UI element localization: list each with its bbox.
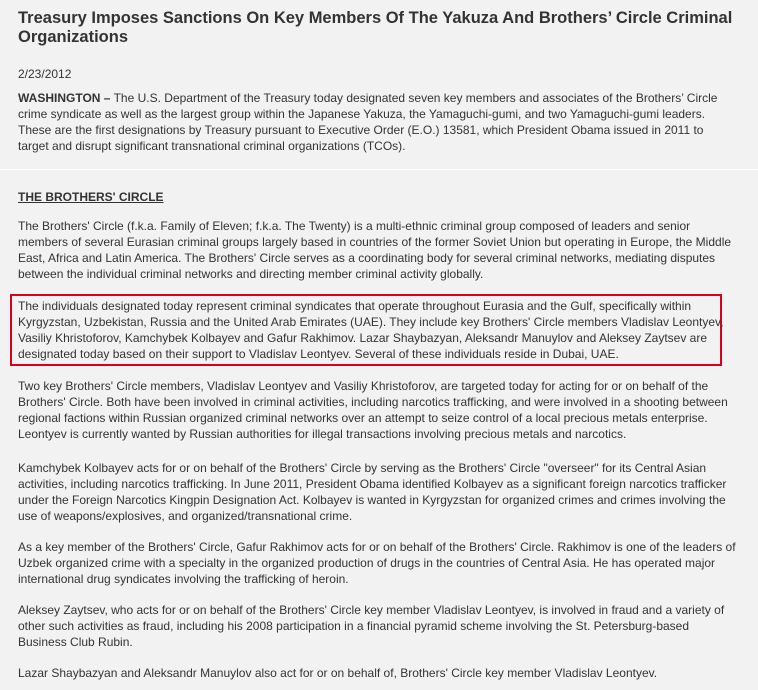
paragraph-kolbayev: Kamchybek Kolbayev acts for or on behalf of the Brothers' Circle by serving as the Brothers' Circle "overseer" for its Central Asian activities, including narcotics trafficking. In June 2011, President Obama identified Kolbayev as a significant foreign narcotics trafficker under the Foreign Narcotics Kingpin Designation Act. Kolbayev is wanted in Kyrgyzstan for organized crimes and crimes involving the use of weapons/explosives, and organized/transnational crime. xyxy=(18,461,727,523)
paragraph-zaytsev: Aleksey Zaytsev, who acts for or on behalf of the Brothers' Circle key member Vladislav Leontyev, is involved in fraud and a variety of other such activities as fraud, including his 2008 participation in a financial pyramid scheme involving the St. Petersburg-based Business Club Rubin. xyxy=(18,603,725,649)
lead-text: The U.S. Department of the Treasury today designated seven key members and associates of the Brothers’ Circle crime syndicate as well as the largest group within the Japanese Yakuza, the Yamaguchi-gumi, and two Yamaguchi-gumi leaders. These are the first designations by Treasury pursuant to Executive Order (E.O.) 13581, which President Obama issued in 2011 to target and disrupt significant transnational criminal organizations (TCOs). xyxy=(18,91,718,153)
section-heading: THE BROTHERS' CIRCLE xyxy=(18,190,164,204)
paragraph-brothers-circle-overview: The Brothers' Circle (f.k.a. Family of Eleven; f.k.a. The Twenty) is a multi-ethnic criminal group composed of leaders and senior members of several Eurasian criminal groups largely based in countries of the former Soviet Union but operating in Europe, the Middle East, Africa and Latin America. The Brothers' Circle serves as a coordinating body for several criminal networks, mediating disputes between the individual criminal networks and directing member criminal activity globally. xyxy=(18,219,732,281)
section-divider xyxy=(0,169,758,170)
paragraph-shaybazyan-manuylov: Lazar Shaybazyan and Aleksandr Manuylov also act for or on behalf of, Brothers' Circle key member Vladislav Leontyev. xyxy=(18,666,658,680)
paragraph-leontyev-khristoforov: Two key Brothers' Circle members, Vladislav Leontyev and Vasiliy Khristoforov, are targeted today for acting for or on behalf of the Brothers' Circle. Both have been involved in criminal activities, including narcotics trafficking, and were involved in a shooting between regional factions within Russian organized criminal networks over an attempt to seize control of a local precious metals enterprise. Leontyev is currently wanted by Russian authorities for illegal transactions involving precious metals and narcotics. xyxy=(18,379,728,441)
article-date: 2/23/2012 xyxy=(18,67,72,81)
paragraph-rakhimov: As a key member of the Brothers' Circle, Gafur Rakhimov acts for or on behalf of the Brothers' Circle. Rakhimov is one of the leaders of Uzbek organized crime with a specialty in the organized production of drugs in the countries of Central Asia. He has operated major international drug syndicates involving the trafficking of heroin. xyxy=(18,540,736,586)
article-title: Treasury Imposes Sanctions On Key Members Of The Yakuza And Brothers’ Circle Criminal Organizations xyxy=(18,9,733,46)
lead-paragraph xyxy=(18,90,736,154)
paragraph-designated-individuals: The individuals designated today represent criminal syndicates that operate throughout Eurasia and the Gulf, specifically within Kyrgyzstan, Uzbekistan, Russia and the United Arab Emirates (UAE). They include key Brothers' Circle members Vladislav Leontyev, Vasiliy Khristoforov, Kamchybek Kolbayev and Gafur Rakhimov. Lazar Shaybazyan, Aleksandr Manuylov and Aleksey Zaytsev are designated today based on their support to Vladislav Leontyev. Several of these individuals reside in Dubai, UAE. xyxy=(18,299,724,361)
dateline: WASHINGTON – xyxy=(18,91,111,105)
